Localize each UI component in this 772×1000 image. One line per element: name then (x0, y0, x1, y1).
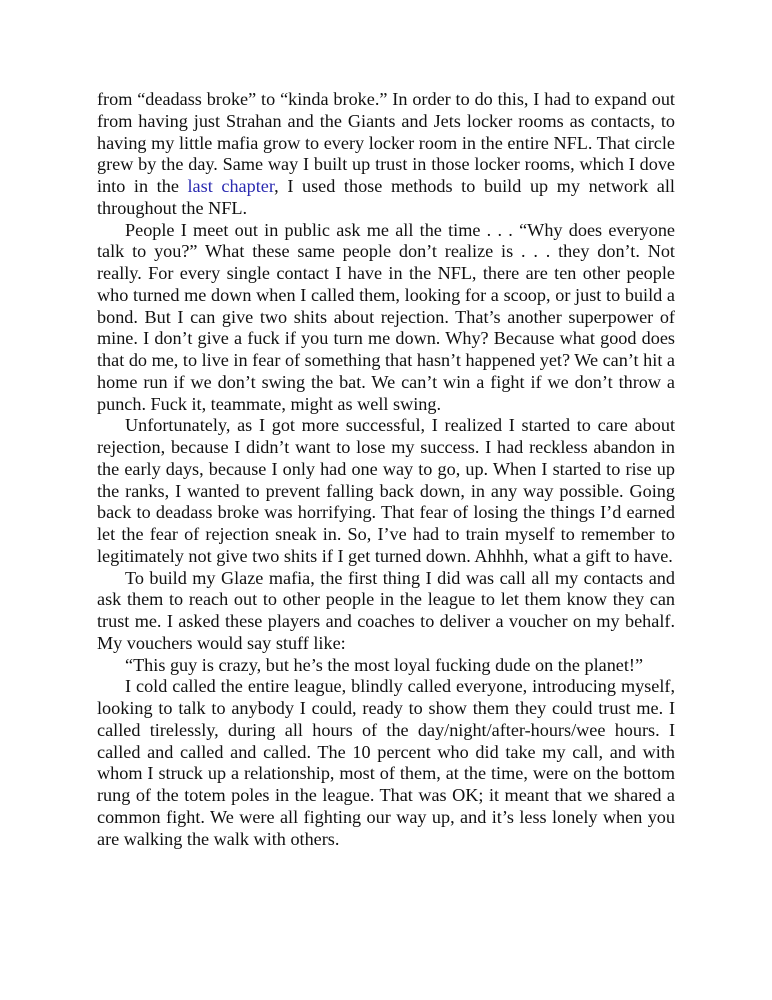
paragraph-1 (97, 89, 675, 220)
voucher-quote: “This guy is crazy, but he’s the most loyal fucking dude on the planet!” (125, 654, 644, 675)
paragraph-3: Unfortunately, as I got more successful, I realized I started to care about rejection, because I didn’t want to lose my success. I had reckless abandon in the early days, because I only had one way to go, up. When I started to rise up the ranks, I wanted to prevent falling back down, in any way possible. Going back to deadass broke was horrifying. That fear of losing the things I’d earned let the fear of rejection sneak in. So, I’ve had to train myself to remember to legitimately not give two shits if I get turned down. Ahhhh, what a gift to have. (97, 415, 675, 566)
paragraph-2: People I meet out in public ask me all the time . . . “Why does everyone talk to you?” What these same people don’t realize is . . . they don’t. Not really. For every single contact I have in the NFL, there are ten other people who turned me down when I called them, looking for a scoop, or just to build a bond. But I can give two shits about rejection. That’s another superpower of mine. I don’t give a fuck if you turn me down. Why? Because what good does that do me, to live in fear of something that hasn’t happened yet? We can’t hit a home run if we don’t swing the bat. We can’t win a fight if we don’t throw a punch. Fuck it, teammate, might as well swing. (97, 219, 675, 414)
paragraph-6: I cold called the entire league, blindly called everyone, introducing myself, looking to talk to anybody I could, ready to show them they could trust me. I called tirelessly, during all hours of the day/night/after-hours/wee hours. I called and called and called. The 10 percent who did take my call, and with whom I struck up a relationship, most of them, at the time, were on the bottom rung of the totem poles in the league. That was OK; it meant that we shared a common fight. We were all fighting our way up, and it’s less lonely when you are walking the walk with others. (97, 676, 675, 849)
paragraph-1-text-start: from “deadass broke” to “kinda broke.” In order to do this, I had to expand out from having just Strahan and the Giants and Jets locker rooms as contacts, to having my little mafia grow to every locker room in the entire NFL. That circle grew by the day. Same way I built up trust in those locker rooms, which I dove into in the (97, 89, 675, 196)
page-body (97, 89, 675, 850)
paragraph-1-text-end: , I used those methods to build up my network all throughout the NFL. (97, 176, 675, 218)
last-chapter-link[interactable]: last chapter (187, 176, 275, 196)
paragraph-4: To build my Glaze mafia, the first thing I did was call all my contacts and ask them to reach out to other people in the league to let them know they can trust me. I asked these players and coaches to deliver a voucher on my behalf. My vouchers would say stuff like: (97, 567, 675, 653)
